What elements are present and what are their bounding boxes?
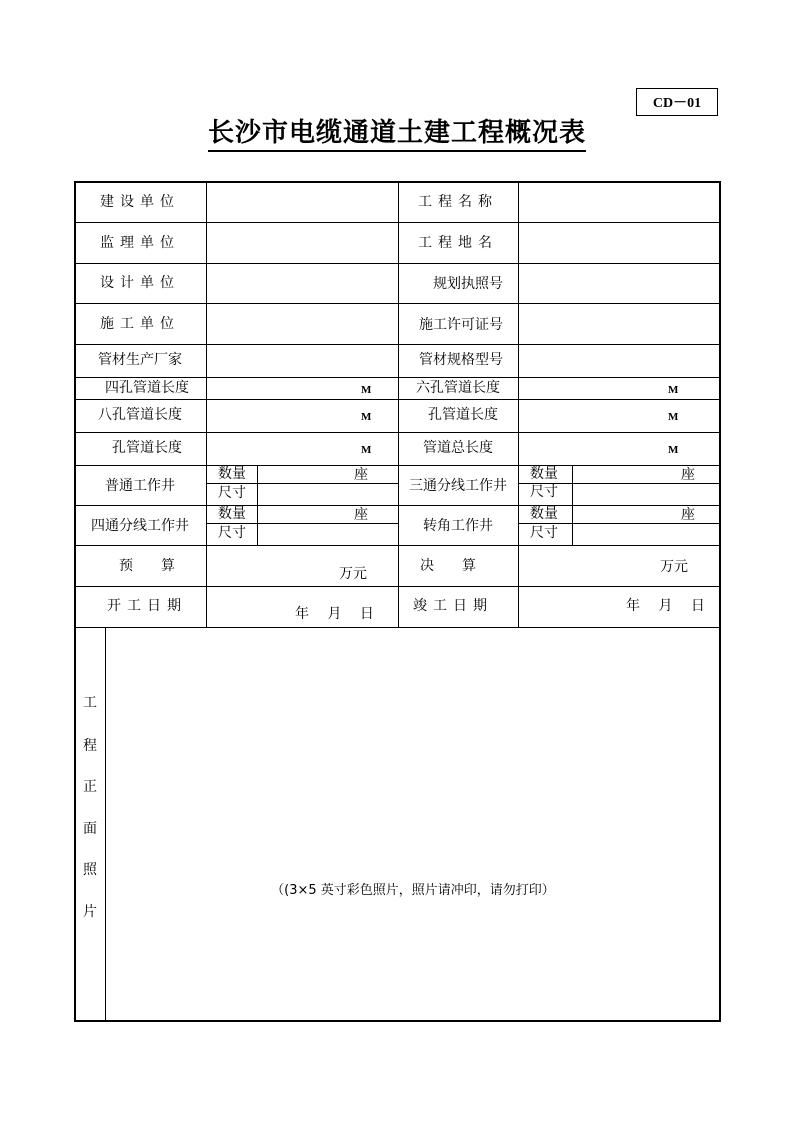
label-hole-length-b: 孔管道长度 (428, 407, 498, 423)
label-six-hole-length: 六孔管道长度 (416, 380, 500, 396)
unit-meter: M (668, 411, 679, 423)
page-title (0, 112, 794, 149)
label-planning-permit-no: 规划执照号 (433, 276, 503, 292)
quantity-label: 数量 (218, 506, 246, 522)
label-project-name: 工程名称 (418, 194, 498, 210)
photo-label-char: 片 (83, 904, 97, 920)
label-start-date: 开工日期 (107, 598, 187, 614)
unit-seat: 座 (354, 467, 368, 483)
unit-wan-yuan: 万元 (660, 559, 688, 575)
quantity-label: 数量 (218, 466, 246, 482)
unit-meter: M (361, 384, 372, 396)
form-code: CD－01 (636, 88, 718, 116)
label-construction-permit-no: 施工许可证号 (419, 317, 503, 333)
unit-seat: 座 (681, 507, 695, 523)
photo-label-char: 正 (83, 779, 97, 795)
photo-label-char: 工 (83, 695, 97, 711)
sub-row-line (207, 523, 399, 524)
label-normal-well: 普通工作井 (105, 478, 175, 494)
size-label: 尺寸 (218, 485, 246, 501)
unit-meter: M (668, 444, 679, 456)
label-pipe-manufacturer: 管材生产厂家 (98, 352, 182, 368)
unit-meter: M (668, 384, 679, 396)
label-project-location: 工程地名 (418, 235, 498, 251)
label-eight-hole-length: 八孔管道长度 (98, 407, 182, 423)
label-hole-length-a: 孔管道长度 (112, 440, 182, 456)
photo-label-char: 面 (83, 821, 97, 837)
label-budget: 预 算 (119, 558, 175, 574)
label-corner-well: 转角工作井 (423, 518, 493, 534)
photo-note: （(3×5 英寸彩色照片，照片请冲印，请勿打印） (271, 883, 555, 898)
unit-wan-yuan: 万元 (339, 566, 367, 582)
label-final-account: 决 算 (420, 558, 476, 574)
photo-label-char: 程 (83, 738, 97, 754)
unit-seat: 座 (681, 467, 695, 483)
photo-label-char: 照 (83, 862, 97, 878)
unit-meter: M (361, 444, 372, 456)
size-label: 尺寸 (530, 484, 558, 500)
label-total-length: 管道总长度 (423, 440, 493, 456)
title-text: 长沙市电缆通道土建工程概况表 (208, 118, 586, 152)
unit-meter: M (361, 411, 372, 423)
date-format: 年 月 日 (295, 606, 374, 622)
label-pipe-spec-model: 管材规格型号 (419, 352, 503, 368)
size-label: 尺寸 (218, 525, 246, 541)
label-four-way-well: 四通分线工作井 (91, 518, 189, 534)
quantity-label: 数量 (530, 506, 558, 522)
date-format: 年 月 日 (626, 598, 705, 614)
sub-col-line (572, 465, 573, 545)
quantity-label: 数量 (530, 466, 558, 482)
sub-row-line (207, 483, 399, 484)
row-line (74, 627, 721, 628)
size-label: 尺寸 (530, 525, 558, 541)
label-four-hole-length: 四孔管道长度 (105, 380, 189, 396)
label-supervision-unit: 监理单位 (100, 235, 180, 251)
label-construction-unit: 建设单位 (100, 194, 180, 210)
col-line (518, 181, 519, 627)
label-three-way-well: 三通分线工作井 (409, 478, 507, 494)
sub-row-line (518, 523, 721, 524)
photo-label-divider (105, 627, 106, 1021)
unit-seat: 座 (354, 507, 368, 523)
label-design-unit: 设计单位 (100, 275, 180, 291)
label-contractor: 施工单位 (100, 316, 180, 332)
sub-col-line (257, 465, 258, 545)
label-completion-date: 竣工日期 (413, 598, 493, 614)
